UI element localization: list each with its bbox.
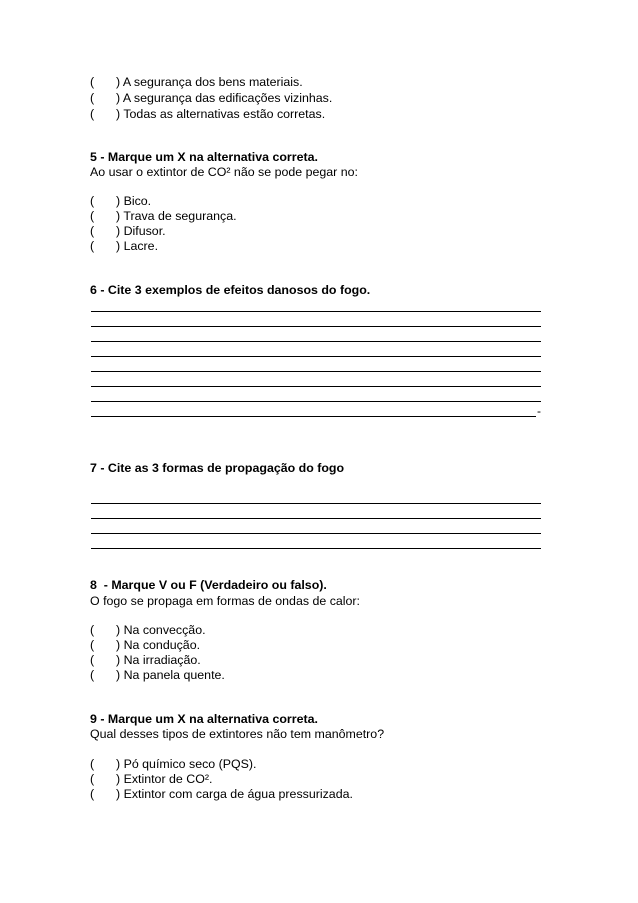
answer-line[interactable] [91, 356, 541, 357]
q9-option-1 [90, 757, 256, 772]
answer-line[interactable] [91, 416, 536, 417]
answer-line[interactable] [91, 518, 541, 519]
answer-line[interactable] [91, 386, 541, 387]
q5-option-3 [90, 224, 166, 239]
answer-line[interactable] [91, 548, 541, 549]
q7-title: 7 - Cite as 3 formas de propagação do fogo [90, 461, 345, 475]
q8-title: 8 - Marque V ou F (Verdadeiro ou falso). [90, 578, 327, 592]
q5-option-1 [90, 194, 151, 209]
answer-line[interactable] [91, 311, 541, 312]
option-text: ) Bico. [116, 194, 152, 208]
option-text: ) Extintor com carga de água pressurizada. [116, 787, 353, 801]
q5-title: 5 - Marque um X na alternativa correta. [90, 150, 318, 164]
answer-line[interactable] [91, 533, 541, 534]
option-text: ) Todas as alternativas estão corretas. [116, 107, 326, 121]
option-text: ) Na irradiação. [116, 653, 201, 667]
answer-line[interactable] [91, 326, 541, 327]
q4-option-3 [90, 107, 325, 122]
q5-option-2 [90, 209, 237, 224]
option-paren: ( [90, 668, 95, 682]
option-paren: ( [90, 75, 95, 89]
option-paren: ( [90, 757, 95, 771]
q9-option-3 [90, 787, 353, 802]
option-paren: ( [90, 772, 95, 786]
q8-option-4 [90, 668, 225, 683]
q8-prompt: O fogo se propaga em formas de ondas de calor: [90, 594, 360, 608]
option-text: ) Extintor de CO². [116, 772, 213, 786]
option-text: ) A segurança dos bens materiais. [116, 75, 303, 89]
option-text: ) Trava de segurança. [116, 209, 237, 223]
q4-option-2 [90, 91, 332, 106]
q9-title: 9 - Marque um X na alternativa correta. [90, 712, 318, 726]
q8-option-2 [90, 638, 200, 653]
option-paren: ( [90, 623, 95, 637]
option-paren: ( [90, 91, 95, 105]
q9-prompt: Qual desses tipos de extintores não tem manômetro? [90, 727, 385, 741]
q8-option-3 [90, 653, 201, 668]
option-text: ) Na condução. [116, 638, 201, 652]
trailing-dash: - [537, 404, 541, 418]
answer-line[interactable] [91, 341, 541, 342]
option-paren: ( [90, 787, 95, 801]
q5-option-4 [90, 239, 158, 254]
option-paren: ( [90, 239, 95, 253]
answer-line[interactable] [91, 371, 541, 372]
option-text: ) Na convecção. [116, 623, 206, 637]
option-text: ) Difusor. [116, 224, 166, 238]
option-paren: ( [90, 194, 95, 208]
q6-title: 6 - Cite 3 exemplos de efeitos danosos do fogo. [90, 283, 371, 297]
answer-line[interactable] [91, 401, 541, 402]
option-text: ) Na panela quente. [116, 668, 225, 682]
option-text: ) Pó químico seco (PQS). [116, 757, 257, 771]
q9-option-2 [90, 772, 212, 787]
option-paren: ( [90, 224, 95, 238]
answer-line[interactable] [91, 503, 541, 504]
q8-option-1 [90, 623, 206, 638]
option-paren: ( [90, 653, 95, 667]
q4-option-1 [90, 75, 303, 90]
option-paren: ( [90, 107, 95, 121]
q5-prompt: Ao usar o extintor de CO² não se pode pegar no: [90, 165, 358, 179]
option-text: ) Lacre. [116, 239, 159, 253]
option-paren: ( [90, 638, 95, 652]
option-text: ) A segurança das edificações vizinhas. [116, 91, 333, 105]
option-paren: ( [90, 209, 95, 223]
